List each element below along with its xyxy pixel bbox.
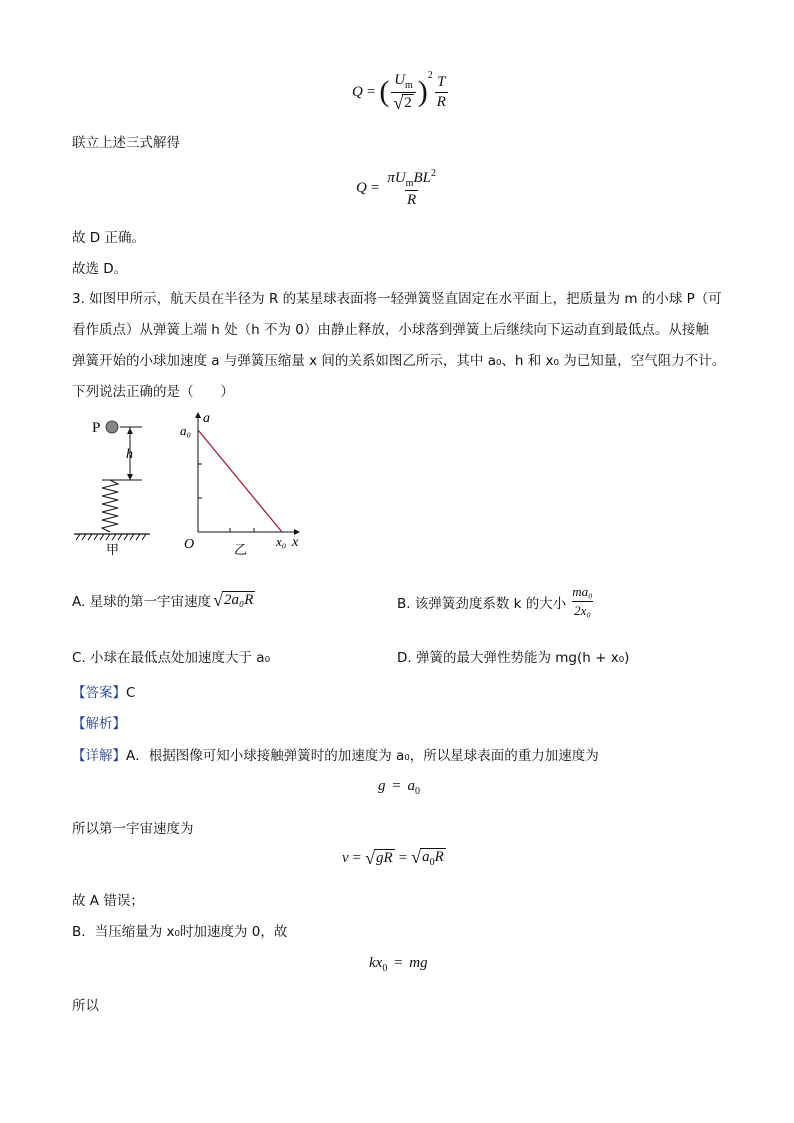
t-over-r-fraction — [435, 74, 448, 111]
answer-label: 【答案】 — [72, 685, 126, 701]
combined-fraction — [385, 168, 438, 209]
acceleration-line — [198, 430, 282, 532]
exponent: 2 — [427, 70, 433, 81]
paren-open: ( — [379, 75, 390, 108]
heat-formula — [352, 70, 450, 114]
q3-line-4: 下列说法正确的是（ ） — [72, 384, 234, 400]
a-symbol: a — [422, 849, 430, 865]
figure-yi — [180, 411, 300, 558]
q3-line-1: 3. 如图甲所示，航天员在半径为 R 的某星球表面将一轻弹簧竖直固定在水平面上，把质量为 m 的小球 P（可 — [72, 291, 722, 307]
ground-hatch — [76, 534, 146, 540]
kx-symbol: kx — [369, 955, 383, 971]
analysis-label: 【解析】 — [72, 716, 126, 732]
u-sub: m — [405, 80, 413, 91]
a-sub: 0 — [429, 857, 435, 868]
a-axis-arrow — [195, 412, 201, 418]
q3-line-2: 看作质点）从弹簧上端 h 处（h 不为 0）由静止释放，小球落到弹簧上后继续向下运动直到最低点。从接触 — [72, 322, 709, 338]
option-a — [72, 590, 255, 610]
heat-q-base-fraction — [391, 72, 415, 112]
equals-sign: = — [352, 849, 362, 866]
equals-sign: = — [392, 778, 401, 794]
equals-sign: = — [366, 83, 376, 100]
bl: BL — [413, 169, 431, 186]
combined-formula — [356, 166, 440, 210]
equals-sign: = — [394, 955, 403, 971]
u-symbol: U — [394, 72, 406, 88]
choose-d-text: 故选 D。 — [72, 261, 128, 277]
r-symbol: R — [407, 191, 417, 208]
sqrt-sign: √ — [365, 848, 376, 868]
r-symbol: R — [436, 93, 446, 110]
detail-b-text: B．当压缩量为 x₀时加速度为 0，故 — [72, 924, 288, 940]
label-a0: a₀ — [180, 423, 192, 438]
u-sub: m — [405, 177, 414, 189]
detail-line — [72, 744, 599, 764]
label-yi: 乙 — [234, 543, 248, 558]
so-text: 所以 — [72, 998, 99, 1014]
t-symbol: T — [437, 73, 446, 90]
option-a-sqrt: √ 2a₀R — [213, 590, 254, 610]
heat-q-lhs: Q — [352, 83, 363, 100]
q3-line-3: 弹簧开始的小球加速度 a 与弹簧压缩量 x 间的关系如图乙所示，其中 a₀、h 和 x₀ 为已知量，空气阻力不计。 — [72, 353, 726, 369]
label-x-axis: x — [292, 535, 299, 550]
option-b-fraction — [570, 584, 594, 619]
d-correct-text: 故 D 正确。 — [72, 230, 145, 246]
option-b — [397, 584, 597, 619]
option-a-sqrt-content: 2a₀R — [223, 592, 254, 608]
equals-sign-2: = — [398, 849, 408, 866]
a-sub: 0 — [414, 786, 420, 797]
figure — [70, 408, 320, 560]
sqrt-content: 2 — [404, 95, 412, 111]
r-symbol: R — [434, 849, 444, 865]
x-sub: 0 — [382, 963, 388, 974]
h-arrow-down — [127, 474, 133, 480]
label-jia: 甲 — [106, 543, 120, 558]
a-wrong-text: 故 A 错误； — [72, 893, 144, 909]
label-x0: x₀ — [276, 534, 287, 549]
a-symbol: a — [407, 778, 415, 794]
h-arrow-up — [127, 428, 133, 434]
g-symbol: g — [378, 778, 386, 794]
spring — [102, 480, 118, 532]
paren-close: ) — [417, 75, 428, 108]
v-symbol: v — [342, 849, 349, 866]
detail-a-text: A．根据图像可知小球接触弹簧时的加速度为 a₀，所以星球表面的重力加速度为 — [126, 748, 599, 764]
label-h: h — [126, 447, 133, 462]
l-exp: 2 — [430, 167, 436, 179]
combine-solve-text: 联立上述三式解得 — [72, 135, 180, 151]
label-a-axis: a — [203, 411, 210, 426]
figure-jia — [74, 420, 150, 558]
ball-p — [106, 421, 118, 433]
answer-line — [72, 681, 135, 701]
option-d: D. 弹簧的最大弹性势能为 mg(h + x₀) — [397, 650, 630, 666]
sqrt-sign: √ — [393, 93, 404, 113]
option-c: C. 小球在最低点处加速度大于 a₀ — [72, 650, 270, 666]
option-b-text: B. 该弹簧劲度系数 k 的大小 — [397, 595, 567, 612]
option-b-den: 2x₀ — [574, 603, 591, 618]
option-a-text: A. 星球的第一宇宙速度 — [72, 594, 212, 610]
v-formula — [342, 848, 446, 868]
option-b-num: ma₀ — [572, 584, 593, 599]
q-symbol: Q — [356, 179, 367, 196]
kx-formula — [369, 955, 428, 974]
sqrt-sign-2: √ — [411, 847, 422, 867]
mg-symbol: mg — [409, 955, 428, 971]
detail-label: 【详解】 — [72, 748, 126, 764]
g-formula — [378, 778, 420, 797]
answer-value: C — [126, 685, 136, 701]
equals-sign: = — [370, 179, 380, 196]
label-o: O — [184, 537, 195, 552]
label-p: P — [92, 420, 101, 436]
first-speed-text: 所以第一宇宙速度为 — [72, 821, 194, 837]
sqrt-gr: gR — [376, 850, 393, 866]
pi-u: πU — [387, 169, 406, 186]
